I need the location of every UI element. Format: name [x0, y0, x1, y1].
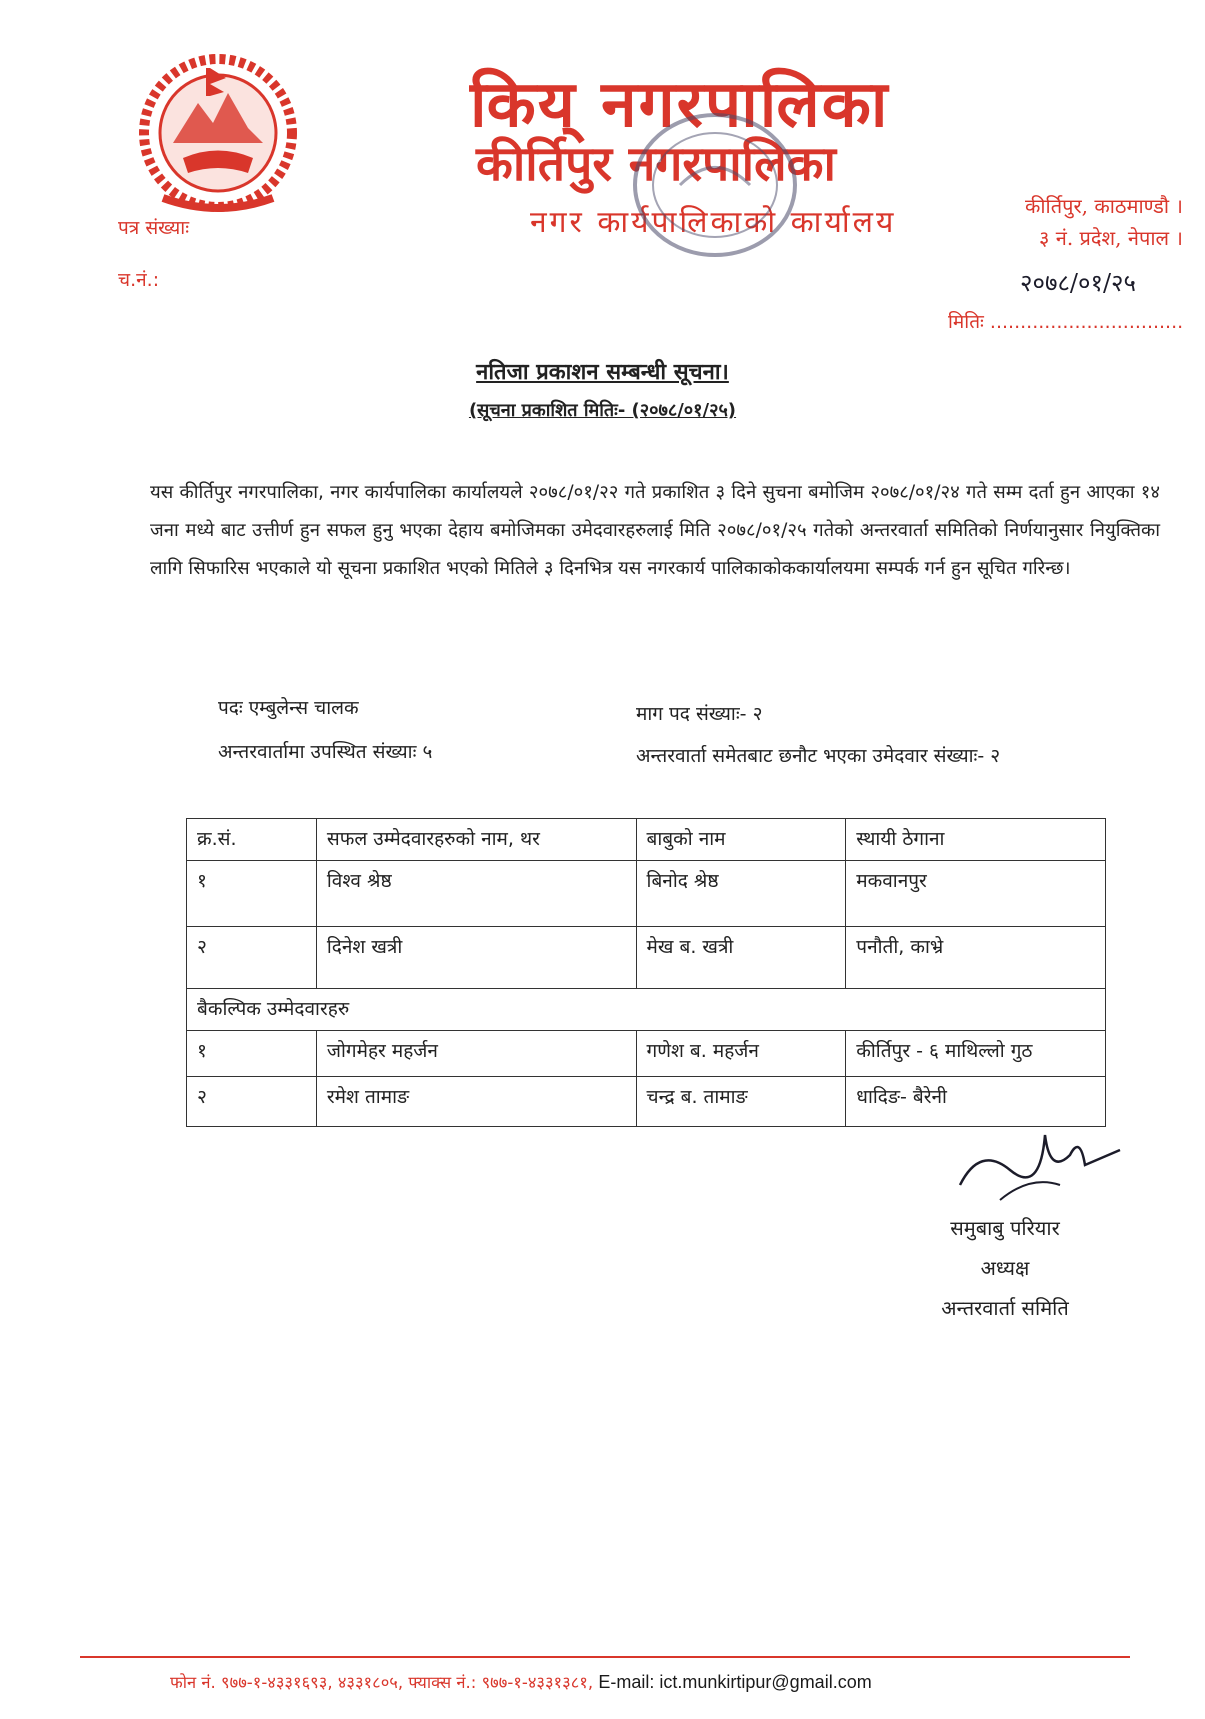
- alternate-label: बैकल्पिक उम्मेदवारहरु: [187, 989, 1106, 1031]
- candidate-name: रमेश तामाङ: [316, 1077, 636, 1127]
- father-name: बिनोद श्रेष्ठ: [636, 861, 846, 927]
- footer-divider: [80, 1656, 1130, 1658]
- office-title: नगर कार्यपालिकाको कार्यालय: [530, 205, 897, 240]
- row-number: १: [187, 1031, 317, 1077]
- nepal-emblem-icon: [128, 48, 308, 218]
- signatory-role: अध्यक्ष: [980, 1256, 1030, 1280]
- permanent-address: कीर्तिपुर - ६ माथिल्लो गुठ: [846, 1031, 1106, 1077]
- signatory-name: समुबाबु परियार: [950, 1216, 1060, 1240]
- row-number: २: [187, 927, 317, 989]
- notice-subtitle: (सूचना प्रकाशित मितिः- (२०७८/०१/२५): [468, 400, 737, 421]
- header-cell: सफल उम्मेदवारहरुको नाम, थर: [316, 819, 636, 861]
- permanent-address: पनौती, काभ्रे: [846, 927, 1106, 989]
- alternate-label-row: [187, 989, 1106, 1031]
- permanent-address: मकवानपुर: [846, 861, 1106, 927]
- signature-icon: [950, 1115, 1130, 1215]
- table-row: [187, 927, 1106, 989]
- date-label: मितिः ................................: [948, 311, 1184, 333]
- table-header-row: [187, 819, 1106, 861]
- row-number: २: [187, 1077, 317, 1127]
- candidate-name: विश्व श्रेष्ठ: [316, 861, 636, 927]
- present-count: अन्तरवार्तामा उपस्थित संख्याः ५: [218, 741, 433, 763]
- dispatch-number-label: च.नं.:: [118, 269, 160, 291]
- newari-title: किय् नगरपालिका: [470, 67, 890, 142]
- address-line-2: ३ नं. प्रदेश, नेपाल ।: [1038, 226, 1183, 250]
- table-row: [187, 861, 1106, 927]
- header-cell: क्र.सं.: [187, 819, 317, 861]
- address-line-1: कीर्तिपुर, काठमाण्डौ ।: [1025, 194, 1183, 218]
- handwritten-date: २०७८/०१/२५: [1020, 269, 1137, 297]
- post-name: पदः एम्बुलेन्स चालक: [218, 697, 359, 719]
- father-name: गणेश ब. महर्जन: [636, 1031, 846, 1077]
- footer-contact: [170, 1670, 872, 1693]
- candidate-name: दिनेश खत्री: [316, 927, 636, 989]
- candidate-name: जोगमेहर महर्जन: [316, 1031, 636, 1077]
- office-stamp-icon: [620, 100, 810, 270]
- header-cell: स्थायी ठेगाना: [846, 819, 1106, 861]
- letter-number-label: पत्र संख्याः: [118, 217, 190, 239]
- office-address: [1025, 190, 1183, 254]
- municipality-title: कीर्तिपुर नगरपालिका: [476, 136, 836, 192]
- header-cell: बाबुको नाम: [636, 819, 846, 861]
- signatory-committee: अन्तरवार्ता समिति: [941, 1296, 1069, 1320]
- row-number: १: [187, 861, 317, 927]
- demand-count: माग पद संख्याः- २: [636, 703, 763, 725]
- father-name: मेख ब. खत्री: [636, 927, 846, 989]
- signatory-block: [920, 1208, 1090, 1328]
- selected-count: अन्तरवार्ता समेतबाट छनौट भएका उमेदवार संख्याः- २: [636, 745, 1001, 767]
- table-row: [187, 1031, 1106, 1077]
- notice-title: नतिजा प्रकाशन सम्बन्धी सूचना।: [476, 360, 729, 385]
- notice-body: यस कीर्तिपुर नगरपालिका, नगर कार्यपालिका कार्यालयले २०७८/०१/२२ गते प्रकाशित ३ दिने सुचना बमोजिम २०७८/०१/२४ गते सम्म दर्ता हुन आएका १४ जना मध्ये बाट उत्तीर्ण हुन सफल हुनु भएका देहाय बमोजिमका उमेदवारहरुलाई मिति २०७८/०१/२५ गतेको अन्तरवार्ता समितिको निर्णयानुसार नियुक्तिका लागि सिफारिस भएकाले यो सूचना प्रकाशित भएको मितिले ३ दिनभित्र यस नगरकार्य पालिकाकोककार्यालयमा सम्पर्क गर्न हुन सूचित गरिन्छ।: [150, 482, 1160, 579]
- results-table: [186, 818, 1106, 1127]
- permanent-address: धादिङ- बैरेनी: [846, 1077, 1106, 1127]
- footer-email: E-mail: ict.munkirtipur@gmail.com: [598, 1672, 872, 1692]
- footer-phone-fax: फोन नं. ९७७-१-४३३१६९३, ४३३१८०५, फ्याक्स नं.: ९७७-१-४३३१३८१,: [170, 1673, 594, 1692]
- father-name: चन्द्र ब. तामाङ: [636, 1077, 846, 1127]
